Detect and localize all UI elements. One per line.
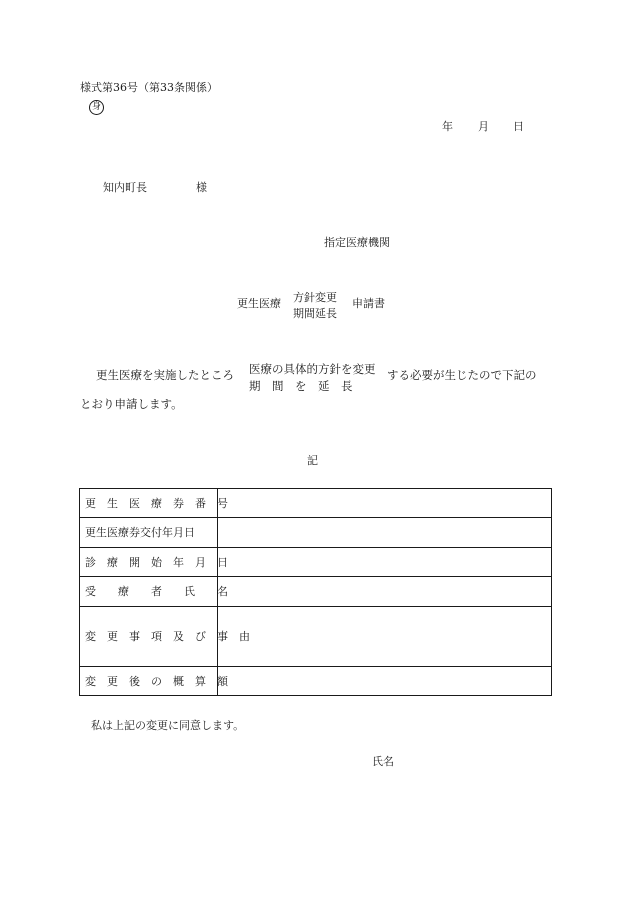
consent-text: 私は上記の変更に同意します。 xyxy=(91,719,245,732)
date-month-label: 月 xyxy=(478,120,489,133)
application-table xyxy=(79,488,552,696)
row-value-estimated-cost[interactable] xyxy=(218,667,552,696)
row-value-treatment-start[interactable] xyxy=(218,548,552,577)
title-option-period-extension: 期間延長 xyxy=(293,307,337,320)
row-label-change-reason: 変 更 事 項 及 び 事 由 xyxy=(80,607,218,667)
row-label-treatment-start: 診 療 開 始 年 月 日 xyxy=(80,548,218,577)
institution-label: 指定医療機関 xyxy=(324,236,390,249)
row-value-change-reason[interactable] xyxy=(218,607,552,667)
signature-label: 氏名 xyxy=(372,755,394,768)
body-text-3: とおり申請します。 xyxy=(80,397,183,411)
body-option-policy-change: 医療の具体的方針を変更 xyxy=(249,362,376,376)
row-label-issue-date: 更生医療券交付年月日 xyxy=(80,518,218,548)
row-value-certificate-number[interactable] xyxy=(218,489,552,518)
row-label-certificate-number: 更 生 医 療 券 番 号 xyxy=(80,489,218,518)
table-row xyxy=(80,548,552,577)
form-number: 様式第36号（第33条関係） xyxy=(80,81,218,94)
title-prefix: 更生医療 xyxy=(237,297,281,310)
addressee-name: 知内町長 xyxy=(103,181,147,194)
date-year-label: 年 xyxy=(442,120,453,133)
title-option-policy-change: 方針変更 xyxy=(293,291,337,304)
ki-heading: 記 xyxy=(307,454,318,467)
row-value-issue-date[interactable] xyxy=(218,518,552,548)
row-label-patient-name: 受 療 者 氏 名 xyxy=(80,577,218,607)
table-row xyxy=(80,577,552,607)
row-value-patient-name[interactable] xyxy=(218,577,552,607)
title-suffix: 申請書 xyxy=(352,297,385,310)
table-row xyxy=(80,667,552,696)
table-row xyxy=(80,489,552,518)
addressee-honorific: 様 xyxy=(196,181,207,194)
disability-stamp-icon: 身 xyxy=(89,100,104,115)
table-row xyxy=(80,607,552,667)
row-label-estimated-cost: 変 更 後 の 概 算 額 xyxy=(80,667,218,696)
table-row xyxy=(80,518,552,548)
body-text-1: 更生医療を実施したところ xyxy=(96,368,234,382)
body-option-period-extension: 期 間 を 延 長 xyxy=(249,379,353,393)
date-day-label: 日 xyxy=(513,120,524,133)
body-options xyxy=(249,361,376,395)
body-text-2: する必要が生じたので下記の xyxy=(387,368,537,382)
title-options xyxy=(293,290,337,322)
